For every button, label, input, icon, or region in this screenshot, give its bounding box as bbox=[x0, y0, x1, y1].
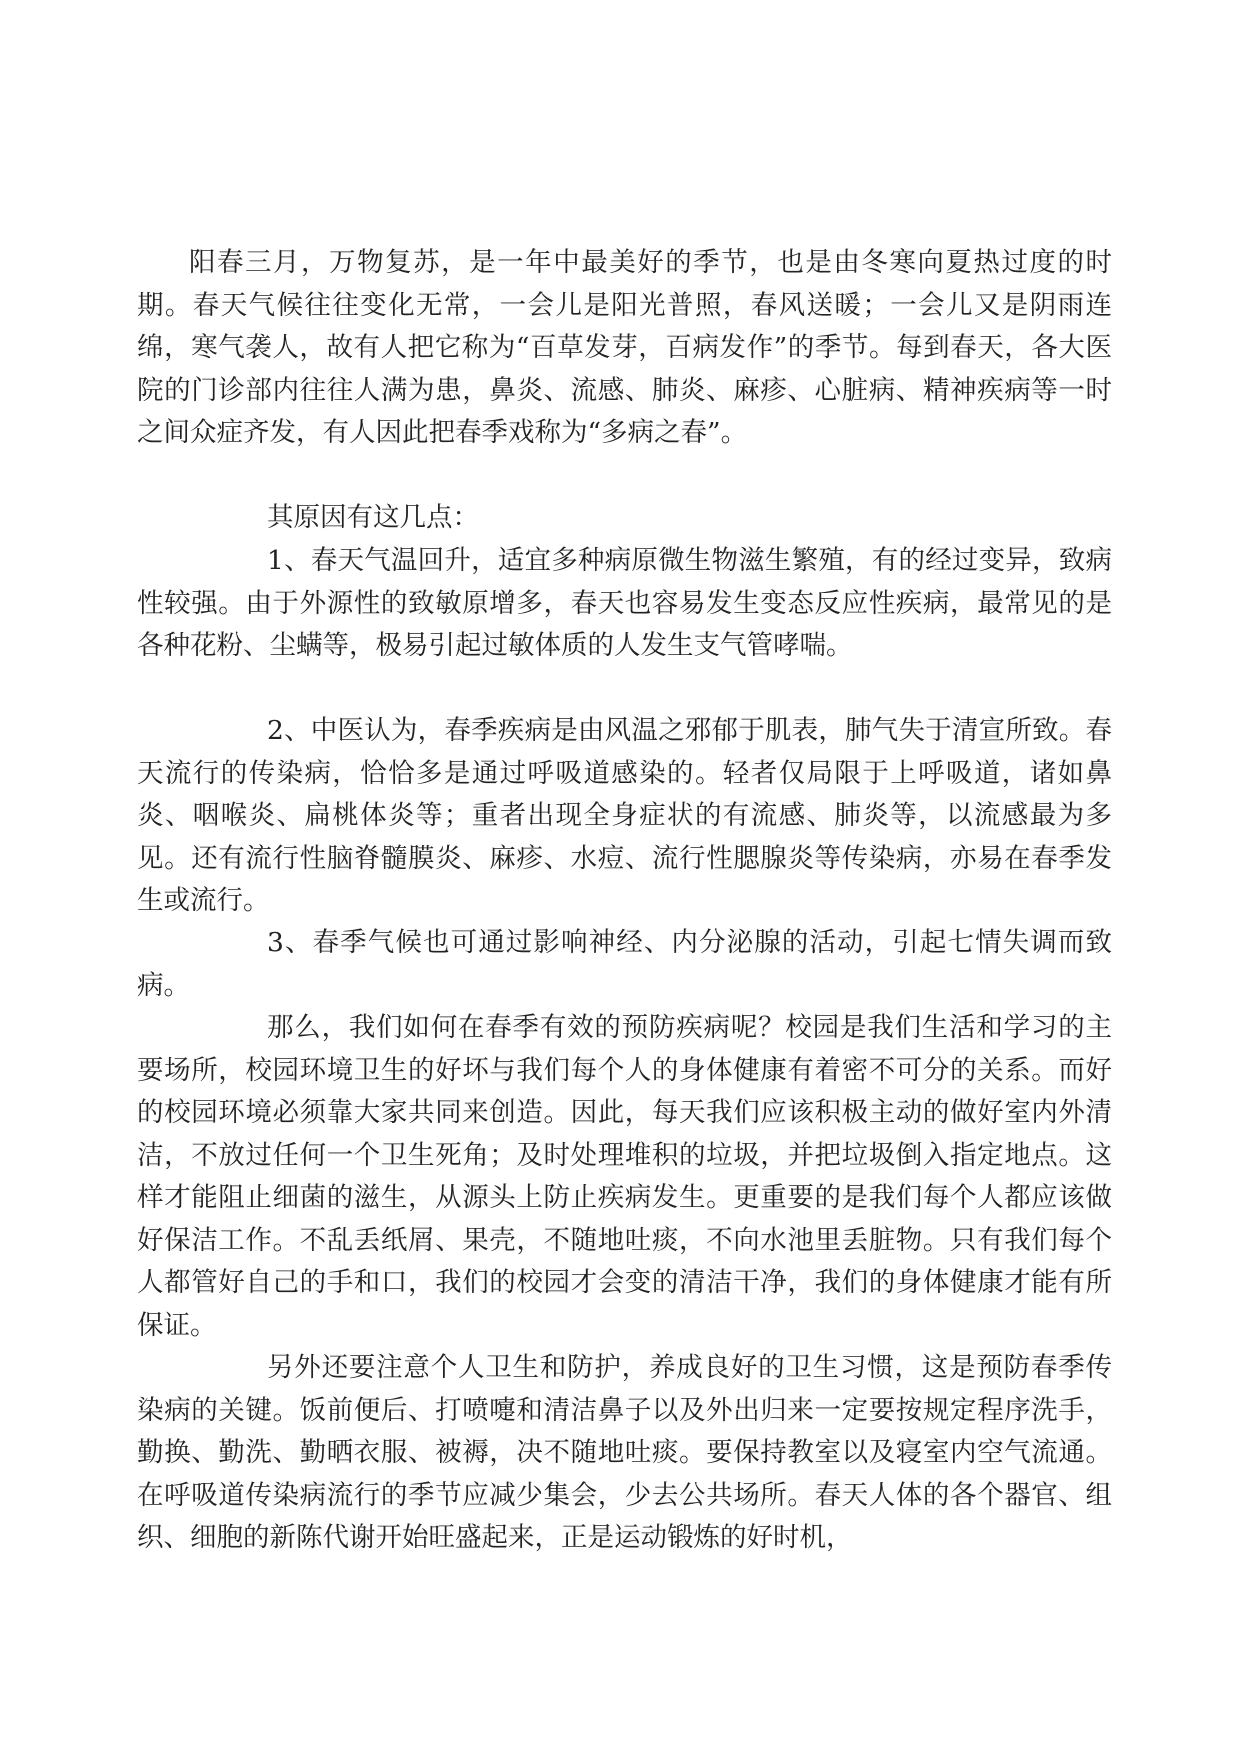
cause-3-paragraph: 3、春季气候也可通过影响神经、内分泌腺的活动，引起七情失调而致病。 bbox=[137, 927, 1112, 1001]
intro-paragraph: 阳春三月，万物复苏，是一年中最美好的季节，也是由冬寒向夏热过度的时期。春天气候往往变化无常，一会儿是阳光普照，春风送暖；一会儿又是阴雨连绵，寒气袭人，故有人把它称为“百草发芽，百病发作”的季节。每到春天，各大医院的门诊部内往往人满为患，鼻炎、流感、肺炎、麻疹、心脏病、精神疾病等一时之间众症齐发，有人因此把春季戏称为“多病之春”。 bbox=[137, 247, 1112, 448]
hygiene-paragraph: 另外还要注意个人卫生和防护，养成良好的卫生习惯，这是预防春季传染病的关键。饭前便后、打喷嚏和清洁鼻子以及外出归来一定要按规定程序洗手，勤换、勤洗、勤晒衣服、被褥，决不随地吐痰。要保持教室以及寝室内空气流通。在呼吸道传染病流行的季节应减少集会，少去公共场所。春天人体的各个器官、组织、细胞的新陈代谢开始旺盛起来，正是运动锻炼的好时机， bbox=[137, 1352, 1112, 1553]
cause-2-paragraph: 2、中医认为，春季疾病是由风温之邪郁于肌表，肺气失于清宣所致。春天流行的传染病，恰恰多是通过呼吸道感染的。轻者仅局限于上呼吸道，诸如鼻炎、咽喉炎、扁桃体炎等；重者出现全身症状的有流感、肺炎等，以流感最为多见。还有流行性脑脊髓膜炎、麻疹、水痘、流行性腮腺炎等传染病，亦易在春季发生或流行。 bbox=[137, 715, 1112, 916]
causes-heading: 其原因有这几点： bbox=[267, 502, 479, 533]
cause-1-paragraph: 1、春天气温回升，适宜多种病原微生物滋生繁殖，有的经过变异，致病性较强。由于外源性的致敏原增多，春天也容易发生变态反应性疾病，最常见的是各种花粉、尘螨等，极易引起过敏体质的人发生支气管哮喘。 bbox=[137, 545, 1112, 661]
prevention-paragraph: 那么，我们如何在春季有效的预防疾病呢？校园是我们生活和学习的主要场所，校园环境卫生的好坏与我们每个人的身体健康有着密不可分的关系。而好的校园环境必须靠大家共同来创造。因此，每天我们应该积极主动的做好室内外清洁，不放过任何一个卫生死角；及时处理堆积的垃圾，并把垃圾倒入指定地点。这样才能阻止细菌的滋生，从源头上防止疾病发生。更重要的是我们每个人都应该做好保洁工作。不乱丢纸屑、果壳，不随地吐痰，不向水池里丢脏物。只有我们每个人都管好自己的手和口，我们的校园才会变的清洁干净，我们的身体健康才能有所保证。 bbox=[137, 1012, 1112, 1341]
